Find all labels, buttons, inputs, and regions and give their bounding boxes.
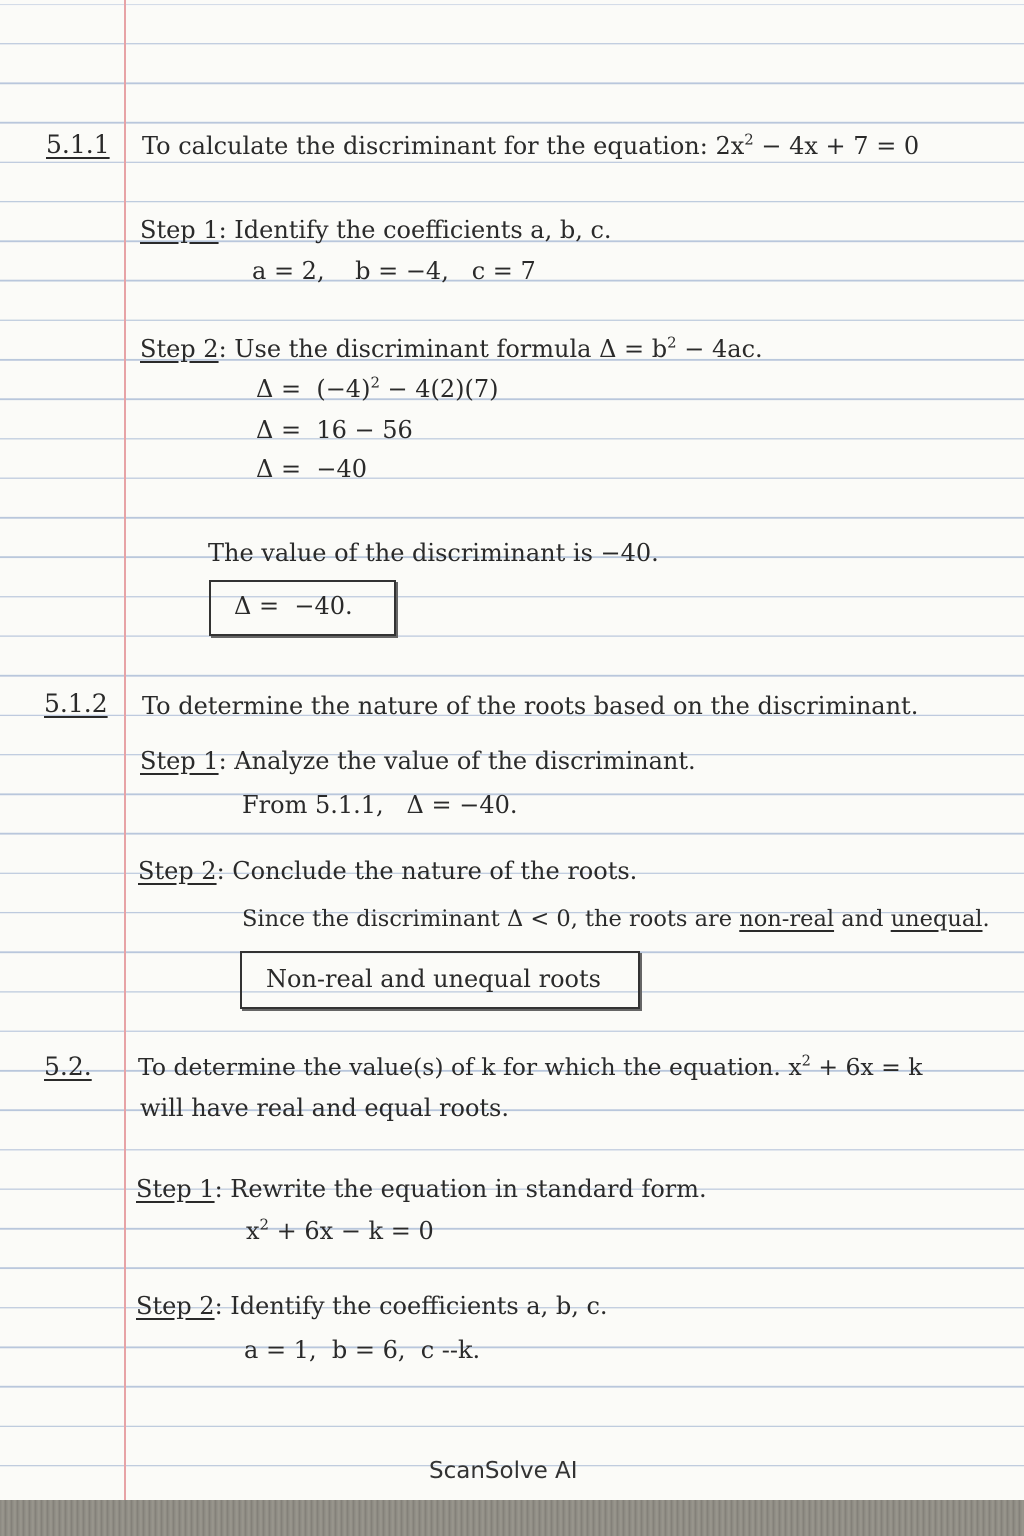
s3-step2: Step 2: Identify the coefficients a, b, c. — [136, 1292, 608, 1320]
s1-calc-line1: $\Delta = (-4)^2 - 4(2)(7)$ — [256, 373, 499, 403]
section-5-1-1-intro: To calculate the discriminant for the equation: $2x^2 - 4x + 7 = 0$ — [142, 130, 920, 160]
footer-watermark: ScanSolve AI — [429, 1458, 578, 1484]
margin-line — [124, 0, 126, 1500]
section-5-1-2-intro: To determine the nature of the roots based on the discriminant. — [142, 692, 919, 720]
section-number-5-1-1: 5.1.1 — [46, 130, 110, 159]
s3-standard-form: $x^2 + 6x - k = 0$ — [246, 1215, 434, 1245]
section-5-2-intro: To determine the value(s) of k for which the equation. $x^2 + 6x = k$ — [138, 1052, 923, 1081]
s2-step1: Step 1: Analyze the value of the discriminant. — [140, 747, 696, 775]
s1-calc-line3: Δ = −40 — [256, 455, 367, 483]
s2-answer: Non-real and unequal roots — [266, 965, 601, 993]
s1-conclusion: The value of the discriminant is −40. — [208, 539, 659, 567]
floor-background — [0, 1500, 1024, 1536]
s2-since-line: Since the discriminant Δ < 0, the roots are non-real and unequal. — [242, 906, 990, 932]
step-label: Step 2 — [136, 1292, 215, 1320]
s1-step1: Step 1: Identify the coefficients a, b, c. — [140, 216, 612, 244]
s1-coefficients: a = 2, b = −4, c = 7 — [252, 257, 536, 285]
non-real-underlined: non-real — [739, 906, 835, 932]
section-5-2-intro-line2: will have real and equal roots. — [140, 1094, 509, 1122]
step-label: Step 1 — [140, 747, 219, 775]
s3-step1: Step 1: Rewrite the equation in standard form. — [136, 1175, 707, 1203]
section-number-5-1-2: 5.1.2 — [44, 689, 108, 718]
equation-5-1-1: $2x^2 - 4x + 7 = 0$ — [715, 130, 920, 160]
step-label: Step 2 — [138, 857, 217, 885]
section-number-5-2: 5.2. — [44, 1052, 92, 1081]
s1-step2: Step 2: Use the discriminant formula $\Delta = b^2 - 4ac$. — [140, 333, 763, 363]
step-label: Step 1 — [140, 216, 219, 244]
s2-from-line: From 5.1.1, Δ = −40. — [242, 791, 518, 819]
step-label: Step 1 — [136, 1175, 215, 1203]
s3-coefficients: a = 1, b = 6, c --k. — [244, 1336, 481, 1364]
s1-calc-line2: Δ = 16 − 56 — [256, 416, 413, 444]
step-label: Step 2 — [140, 335, 219, 363]
s1-answer: Δ = −40. — [234, 592, 353, 620]
s2-step2: Step 2: Conclude the nature of the roots. — [138, 857, 638, 885]
unequal-underlined: unequal — [890, 906, 983, 932]
